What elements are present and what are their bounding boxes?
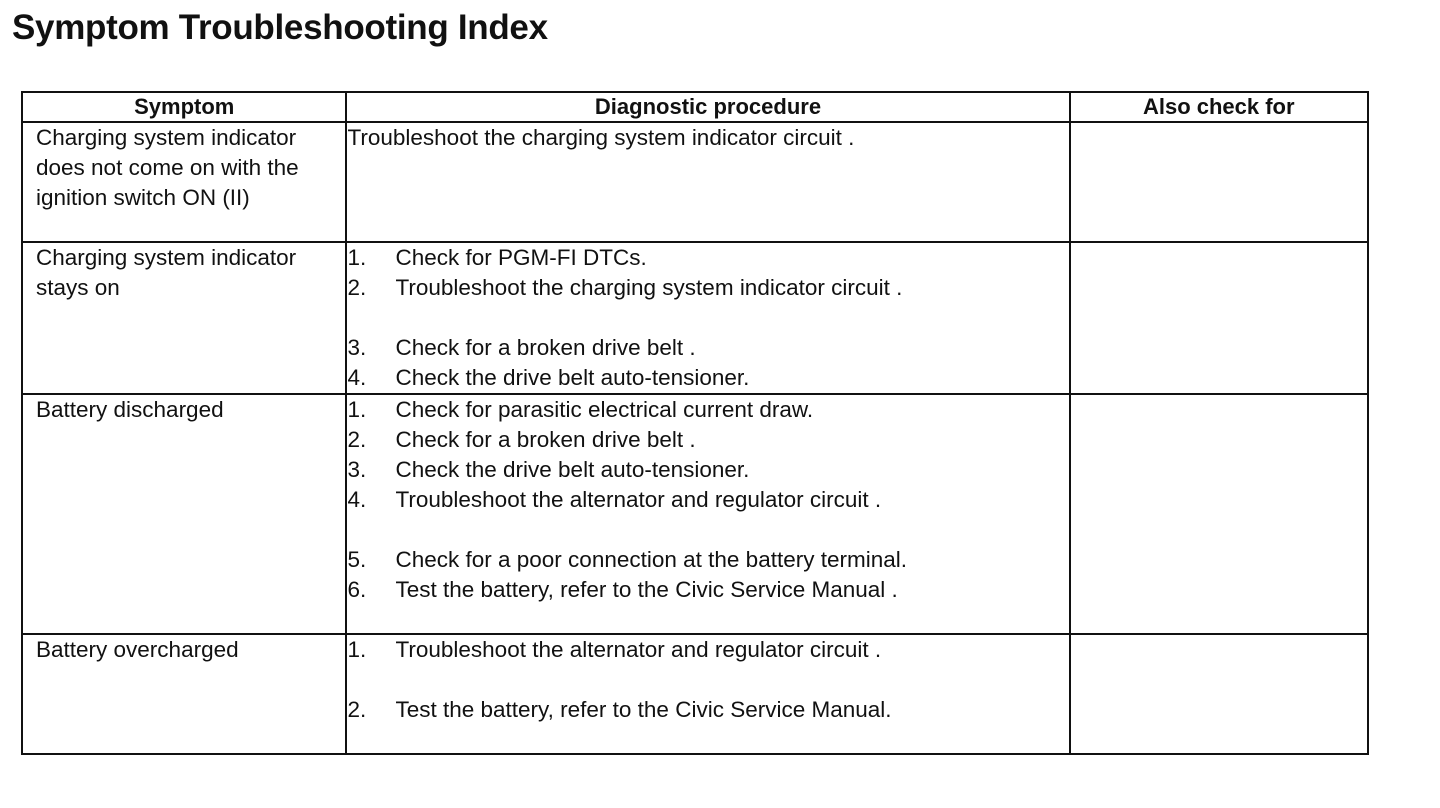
step-number: 3. xyxy=(347,335,367,360)
step-number: 2. xyxy=(347,275,367,300)
procedure-step xyxy=(347,695,1068,725)
step-text: Check for parasitic electrical current draw. xyxy=(395,397,814,422)
table-row xyxy=(22,122,1368,242)
step-text: Check for a broken drive belt . xyxy=(395,335,696,360)
step-text: Check for a broken drive belt . xyxy=(395,427,696,452)
procedure-step xyxy=(347,545,1068,575)
symptom-cell xyxy=(22,634,346,754)
step-number: 3. xyxy=(347,457,367,482)
header-symptom: Symptom xyxy=(22,92,346,122)
symptom-text: Battery discharged xyxy=(36,397,224,422)
diagnostic-cell xyxy=(346,394,1069,634)
procedure-step xyxy=(347,273,1068,303)
diagnostic-cell xyxy=(346,242,1069,394)
step-number: 1. xyxy=(347,245,367,270)
step-number: 4. xyxy=(347,487,367,512)
procedure-step xyxy=(347,395,1068,425)
step-text: Troubleshoot the charging system indicator circuit . xyxy=(395,275,903,300)
step-number: 1. xyxy=(347,637,367,662)
table-row xyxy=(22,394,1368,634)
procedure-steps xyxy=(347,395,1068,605)
page-title: Symptom Troubleshooting Index xyxy=(12,8,548,47)
step-text: Test the battery, refer to the Civic Service Manual . xyxy=(395,577,898,602)
step-number: 2. xyxy=(347,427,367,452)
table-row xyxy=(22,242,1368,394)
procedure-step xyxy=(347,363,1068,393)
diagnostic-cell xyxy=(346,634,1069,754)
step-text: Check for PGM-FI DTCs. xyxy=(395,245,647,270)
step-text: Troubleshoot the alternator and regulator circuit . xyxy=(395,637,882,662)
step-text: Check the drive belt auto-tensioner. xyxy=(395,365,750,390)
procedure-step xyxy=(347,485,1068,515)
table-row xyxy=(22,634,1368,754)
header-also-check-for: Also check for xyxy=(1070,92,1368,122)
procedure-step xyxy=(347,333,1068,363)
procedure-step xyxy=(347,425,1068,455)
procedure-step xyxy=(347,455,1068,485)
also-check-cell xyxy=(1070,394,1368,634)
procedure-step xyxy=(347,575,1068,605)
step-text: Check for a poor connection at the battery terminal. xyxy=(395,547,907,572)
diagnostic-cell xyxy=(346,122,1069,242)
symptom-cell xyxy=(22,122,346,242)
symptom-text: Battery overcharged xyxy=(36,637,239,662)
symptom-cell xyxy=(22,242,346,394)
header-diagnostic-procedure: Diagnostic procedure xyxy=(346,92,1069,122)
procedure-steps xyxy=(347,243,1068,393)
procedure-step xyxy=(347,243,1068,273)
step-number: 2. xyxy=(347,697,367,722)
table-header-row xyxy=(22,92,1368,122)
also-check-cell xyxy=(1070,242,1368,394)
procedure-steps xyxy=(347,635,1068,725)
symptom-text: Charging system indicator does not come on with the ignition switch ON (II) xyxy=(36,125,299,210)
procedure-text: Troubleshoot the charging system indicator circuit . xyxy=(347,125,855,150)
step-text: Troubleshoot the alternator and regulator circuit . xyxy=(395,487,882,512)
step-number: 6. xyxy=(347,577,367,602)
also-check-cell xyxy=(1070,634,1368,754)
symptom-cell xyxy=(22,394,346,634)
step-text: Check the drive belt auto-tensioner. xyxy=(395,457,750,482)
procedure-step xyxy=(347,635,1068,665)
symptom-index-table xyxy=(21,91,1369,755)
step-text: Test the battery, refer to the Civic Service Manual. xyxy=(395,697,892,722)
step-number: 1. xyxy=(347,397,367,422)
step-number: 5. xyxy=(347,547,367,572)
also-check-cell xyxy=(1070,122,1368,242)
symptom-text: Charging system indicator stays on xyxy=(36,245,297,300)
step-number: 4. xyxy=(347,365,367,390)
